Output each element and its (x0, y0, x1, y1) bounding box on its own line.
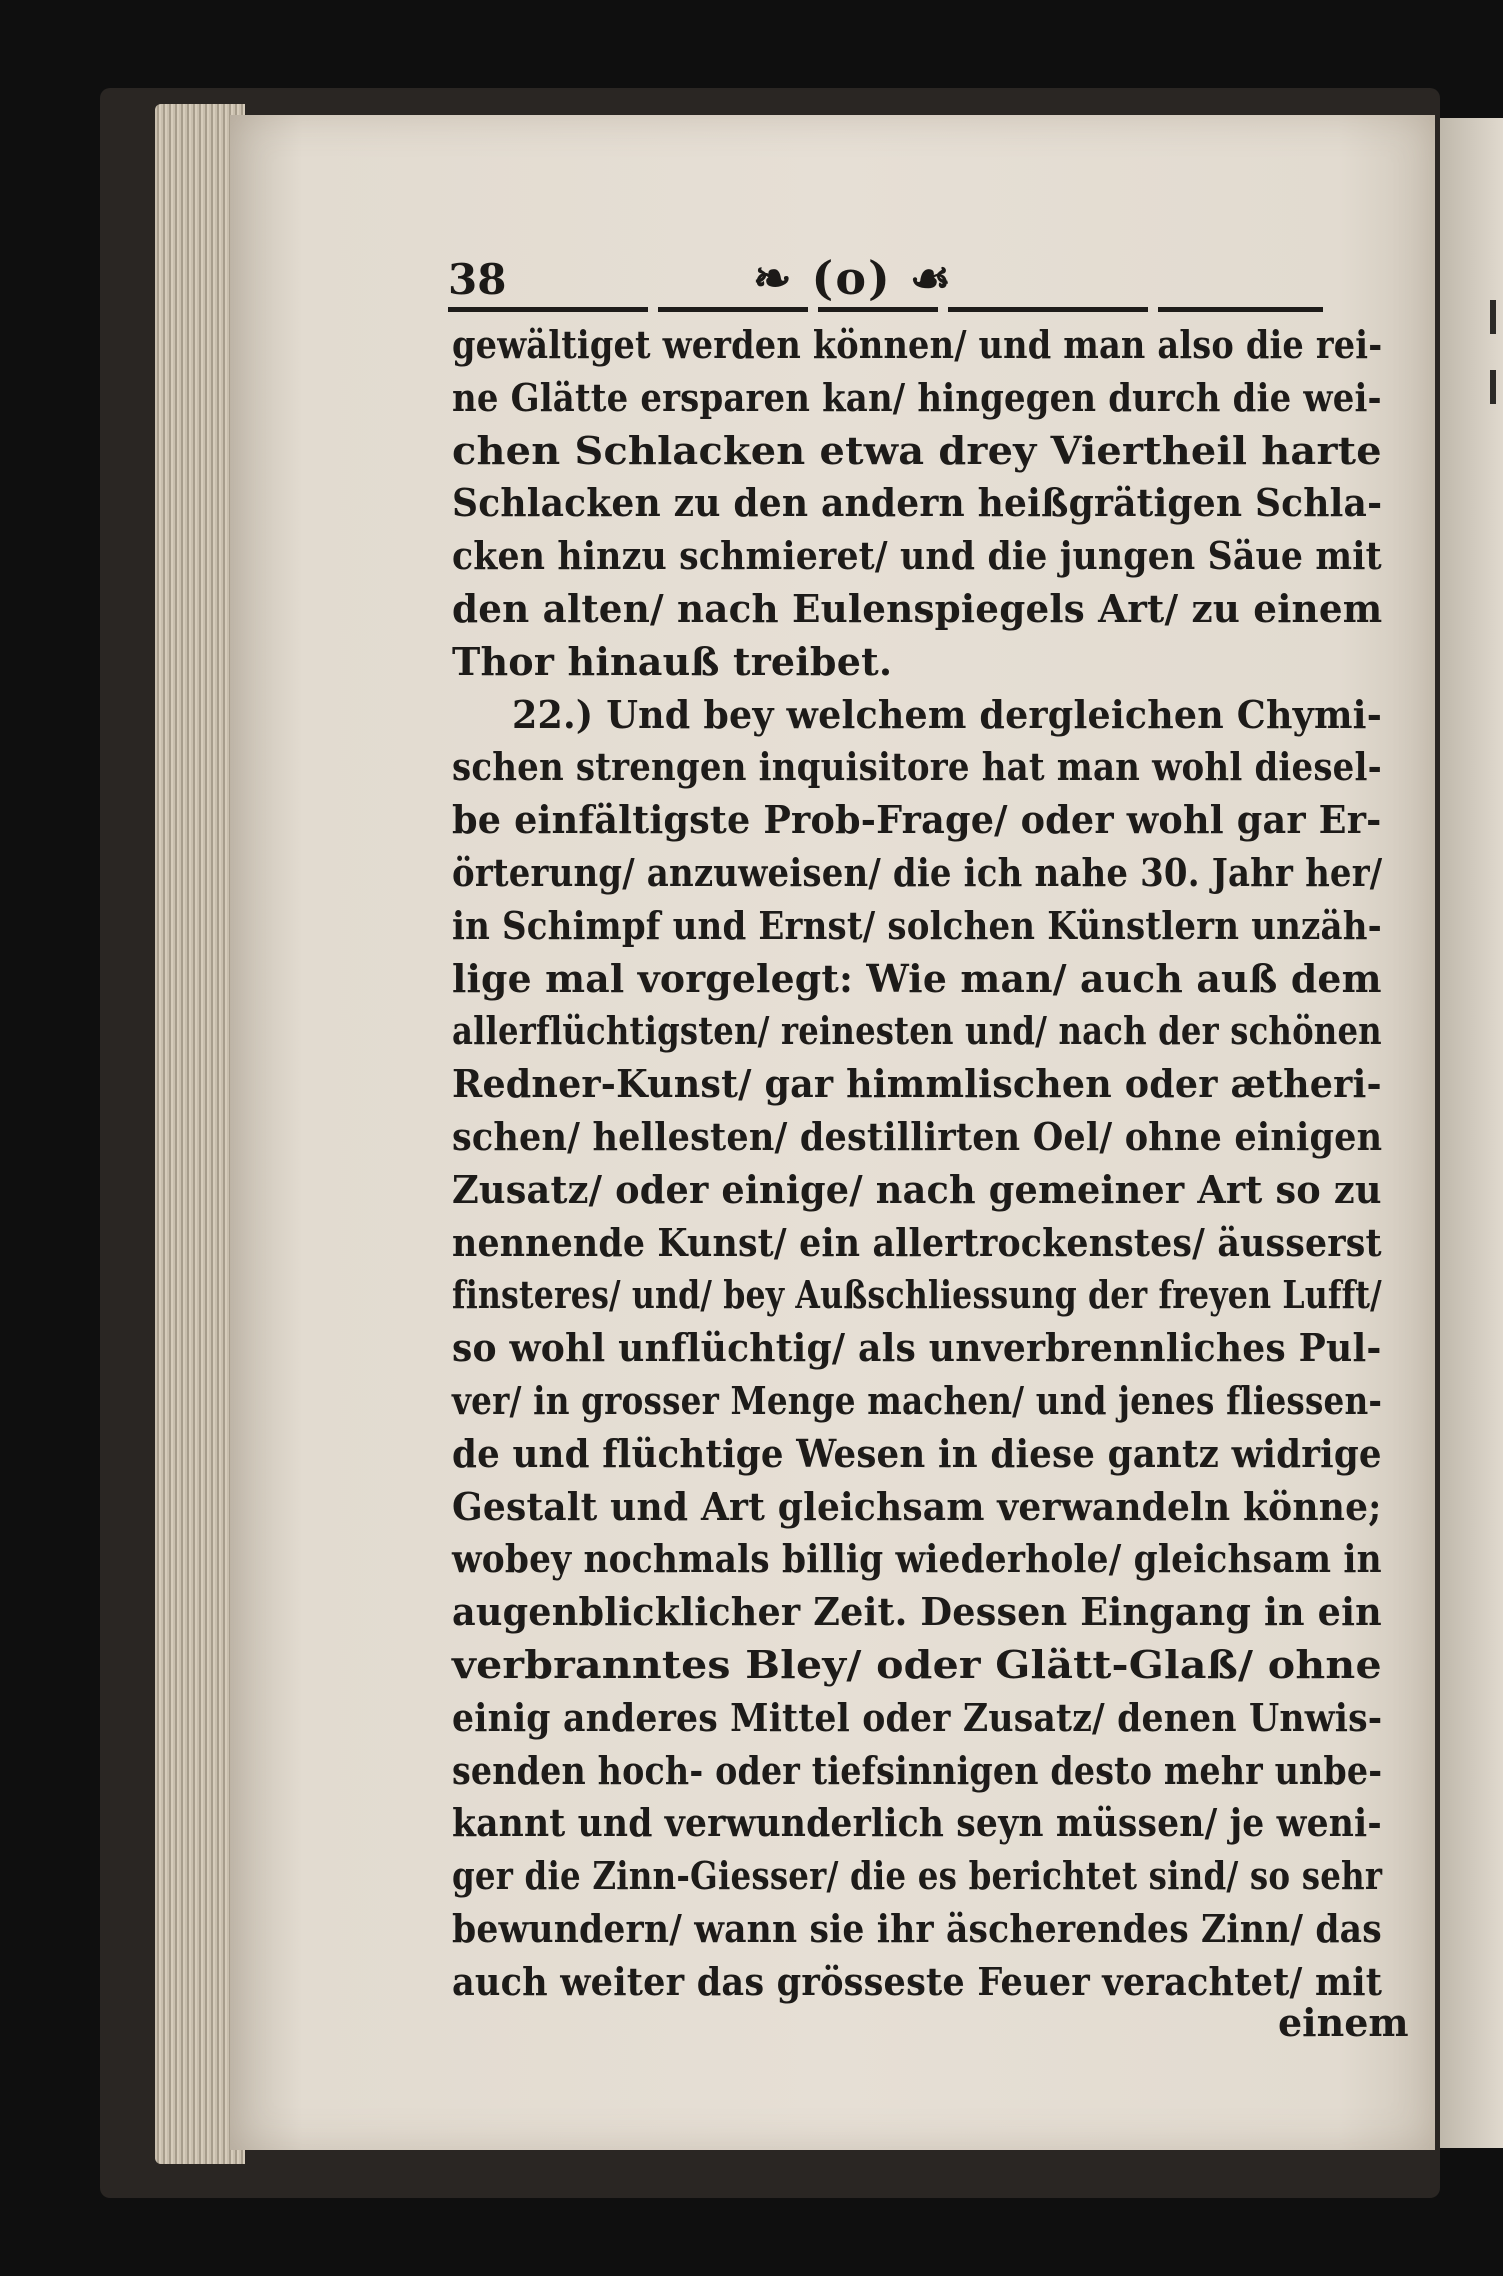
text-line: einig anderes Mittel oder Zusatz/ denen Unwis- (452, 1694, 1383, 1740)
rule-segment (658, 307, 808, 312)
text-line: wobey nochmals billig wiederhole/ gleichsam in (452, 1536, 1382, 1582)
text-line: allerflüchtigsten/ reinesten und/ nach der schönen (452, 1008, 1382, 1054)
text-line: augenblicklicher Zeit. Dessen Eingang in ein (452, 1589, 1382, 1635)
text-line: örterung/ anzuweisen/ die ich nahe 30. Jahr her/ (452, 850, 1383, 895)
text-line: senden hoch- oder tiefsinnigen desto mehr unbe- (452, 1747, 1383, 1793)
text-line: auch weiter das grösseste Feuer verachtet/ mit (452, 1958, 1383, 2004)
rule-segment (1158, 307, 1323, 312)
text-line: ver/ in grosser Menge machen/ und jenes fliessen- (452, 1378, 1383, 1423)
header-ornament: ❧ (o) ☙ (753, 251, 954, 305)
catchword: einem (1278, 2000, 1409, 2045)
text-line: lige mal vorgelegt: Wie man/ auch auß dem (452, 955, 1382, 1001)
text-line: Gestalt und Art gleichsam verwandeln könne; (452, 1483, 1382, 1529)
text-line: verbranntes Bley/ oder Glätt-Glaß/ ohne (452, 1642, 1382, 1687)
text-line: Zusatz/ oder einige/ nach gemeiner Art so zu (452, 1166, 1382, 1212)
page-header (448, 245, 1328, 325)
rule-segment (948, 307, 1148, 312)
text-line: gewältiget werden können/ und man also die rei- (452, 322, 1383, 367)
text-line: de und flüchtige Wesen in diese gantz widrige (452, 1430, 1382, 1476)
facing-page-text-mark (1490, 370, 1496, 404)
rule-segment (448, 307, 648, 312)
text-line: nennende Kunst/ ein allertrockenstes/ äusserst (452, 1219, 1382, 1265)
text-line: bewundern/ wann sie ihr äscherendes Zinn/ das (452, 1906, 1382, 1951)
text-line: Redner-Kunst/ gar himmlischen oder ætheri- (452, 1061, 1382, 1107)
header-rule (448, 307, 1328, 313)
text-line: den alten/ nach Eulenspiegels Art/ zu einem (452, 586, 1383, 631)
text-line: Thor hinauß treibet. (452, 638, 893, 684)
text-line: schen/ hellesten/ destillirten Oel/ ohne einigen (452, 1114, 1383, 1159)
text-line: schen strengen inquisitore hat man wohl diesel- (452, 744, 1382, 790)
page-number: 38 (448, 255, 507, 304)
text-line: ne Glätte ersparen kan/ hingegen durch die wei- (452, 374, 1382, 420)
text-line: cken hinzu schmieret/ und die jungen Säue mit (452, 533, 1382, 579)
text-line: kannt und verwunderlich seyn müssen/ je weni- (452, 1800, 1382, 1846)
text-line: Schlacken zu den andern heißgrätigen Schla- (452, 480, 1383, 526)
rule-segment (818, 307, 938, 312)
text-line: 22.) Und bey welchem dergleichen Chymi- (512, 691, 1382, 737)
facing-page-text-mark (1490, 300, 1496, 334)
facing-page-edge (1440, 118, 1503, 2148)
text-line: ger die Zinn-Giesser/ die es berichtet sind/ so sehr (452, 1853, 1383, 1899)
text-line: so wohl unflüchtig/ als unverbrennliches Pul- (452, 1325, 1382, 1371)
text-line: be einfältigste Prob-Frage/ oder wohl gar Er- (452, 797, 1382, 843)
text-line: finsteres/ und/ bey Außschliessung der freyen Lufft/ (452, 1272, 1382, 1318)
text-line: in Schimpf und Ernst/ solchen Künstlern unzäh- (452, 902, 1382, 948)
text-line: chen Schlacken etwa drey Viertheil harte (452, 427, 1382, 473)
